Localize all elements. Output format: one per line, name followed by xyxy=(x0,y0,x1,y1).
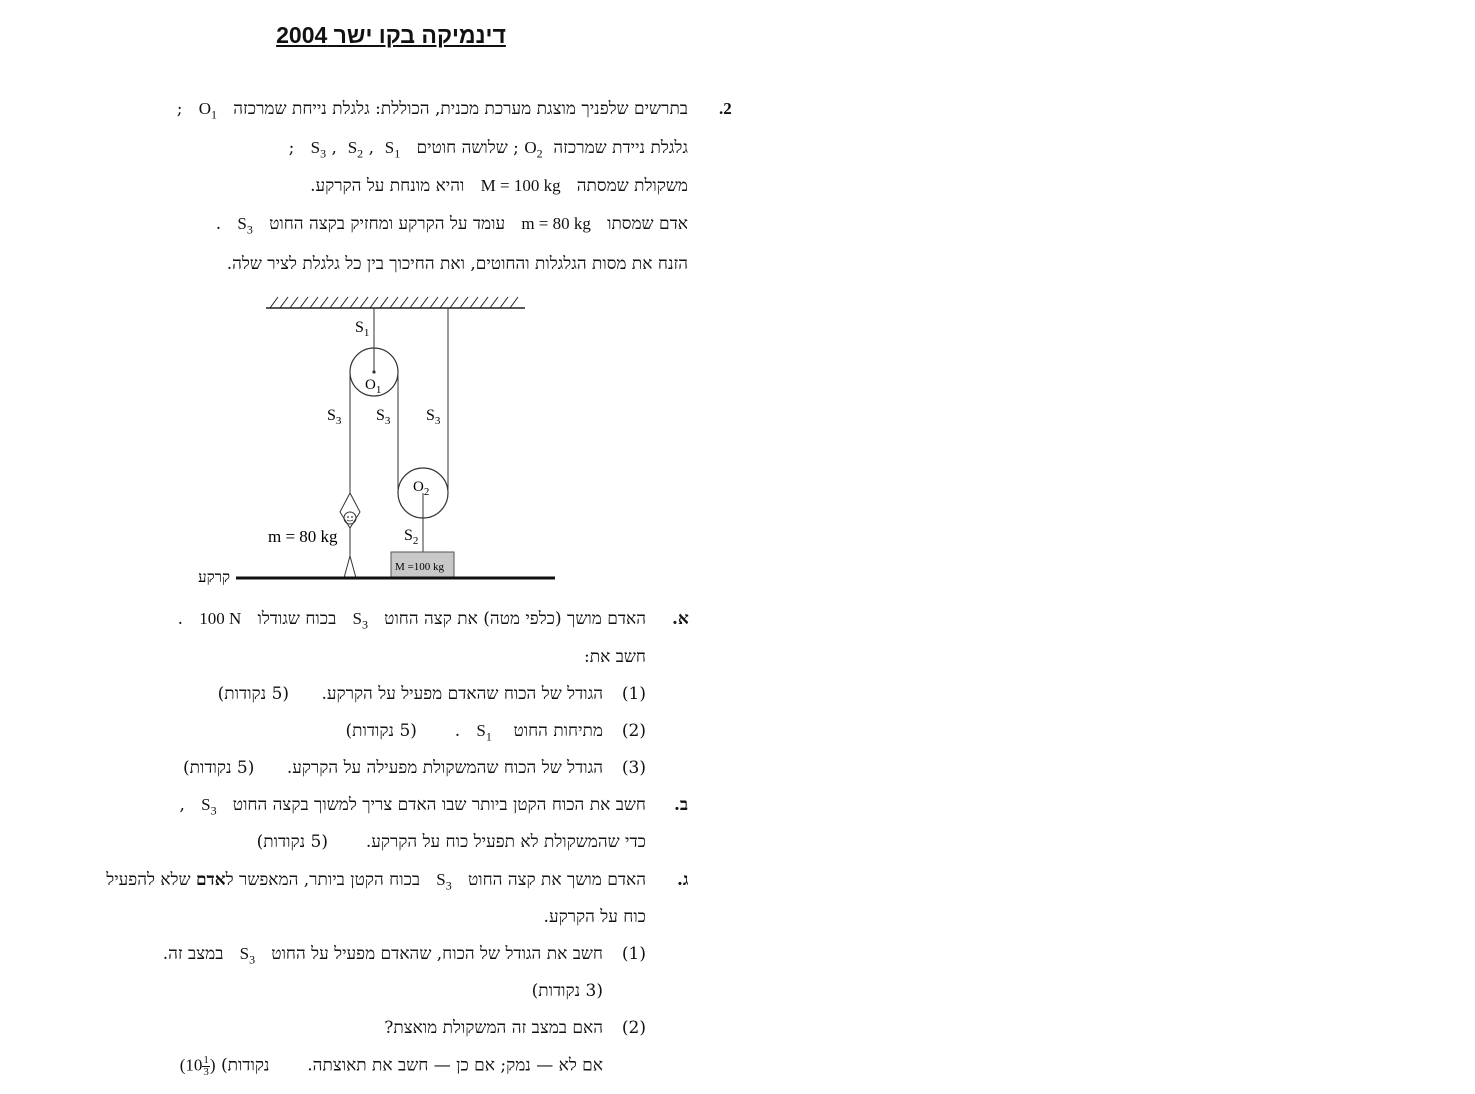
intro-line-2 xyxy=(289,138,688,161)
symbol-o2: $O_2$ xyxy=(524,138,543,161)
part-a-item-3-number: (3) xyxy=(621,758,646,778)
part-b-line-2 xyxy=(257,832,646,852)
force-value: 100 N xyxy=(199,609,242,628)
symbol-s2: $S_2$ xyxy=(347,138,364,161)
intro-text-7: עומד על הקרקע ומחזיק בקצה החוט xyxy=(269,214,506,234)
part-c-line-1 xyxy=(106,870,646,893)
intro-text-3: ; שלושה חוטים xyxy=(416,138,519,158)
part-c-item-2-line-2 xyxy=(180,1055,603,1078)
symbol-s3: $S_3$ xyxy=(310,138,327,161)
comma: , xyxy=(331,138,337,158)
part-c-bold-word: אדם xyxy=(195,870,226,890)
period: . xyxy=(454,721,461,741)
part-a-text: האדם מושך (כלפי מטה) את קצה החוט xyxy=(384,609,646,629)
item-text-2: במצב זה. xyxy=(162,944,224,964)
item-text: הגודל של הכוח שהאדם מפעיל על הקרקע. xyxy=(321,684,603,704)
label-s3-middle: $S_3$ xyxy=(376,407,391,427)
part-c-item-1-points: (3 נקודות) xyxy=(531,981,603,1001)
intro-text-5: והיא מונחת על הקרקע. xyxy=(310,176,465,196)
points-fraction: (10 $\frac{1}{3}$ ) xyxy=(179,1054,216,1078)
part-a-line-1 xyxy=(178,609,646,632)
intro-text-4: משקולת שמסתה xyxy=(576,176,688,196)
item-points: (5 נקודות) xyxy=(345,721,417,741)
item-text: מתיחות החוט xyxy=(513,721,603,741)
symbol-s3: $S_3$ xyxy=(352,609,368,632)
item-points: (5 נקודות) xyxy=(183,758,255,778)
part-b-points: (5 נקודות) xyxy=(256,832,328,852)
pulley-center-o1 xyxy=(372,370,375,373)
semicolon: ; xyxy=(176,99,183,119)
mass-weight-value: M = 100 kg xyxy=(480,176,561,195)
label-o2: $O_2$ xyxy=(413,479,430,498)
intro-line-5: הזנח את מסות הגלגלות והחוטים, ואת החיכוך בין כל גלגלת לציר שלה. xyxy=(226,254,688,274)
part-b-line-1 xyxy=(179,795,646,818)
symbol-s3: $S_3$ xyxy=(201,795,217,818)
item-points: (5 נקודות) xyxy=(217,684,290,704)
points-word: נקודות) xyxy=(220,1055,270,1076)
part-c-letter: ג. xyxy=(677,870,689,890)
comma: , xyxy=(179,795,185,815)
part-b-text: חשב את הכוח הקטן ביותר שבו האדם צריך למשוך בקצה החוט xyxy=(232,795,646,815)
part-c-item-1 xyxy=(163,944,603,967)
item-text: הגודל של הכוח שהמשקולת מפעילה על הקרקע. xyxy=(286,758,603,778)
part-b-text-2: כדי שהמשקולת לא תפעיל כוח על הקרקע. xyxy=(365,832,646,852)
part-a-text-b: בכוח שגודלו xyxy=(257,609,337,629)
intro-text-6: אדם שמסתו xyxy=(607,214,688,234)
part-b-letter: ב. xyxy=(674,795,689,815)
semicolon: ; xyxy=(288,138,295,158)
label-ground: קרקע xyxy=(198,570,230,586)
part-a-item-1 xyxy=(218,684,603,704)
intro-text-2: גלגלת ניידת שמרכזה xyxy=(553,138,688,158)
item-text-2: אם לא — נמק; אם כן — חשב את תאוצתה. xyxy=(307,1055,603,1076)
intro-line-1 xyxy=(177,99,688,122)
label-man-mass: m = 80 kg xyxy=(268,527,338,546)
symbol-s3: $S_3$ xyxy=(436,870,452,893)
part-a-item-1-number: (1) xyxy=(621,684,646,704)
part-c-item-1-number: (1) xyxy=(621,944,646,964)
part-c-item-2: האם במצב זה המשקולת מואצת? xyxy=(384,1018,603,1038)
intro-line-3 xyxy=(310,176,688,196)
part-a-line-2: חשב את: xyxy=(584,647,646,667)
intro-line-4 xyxy=(216,214,688,237)
part-c-item-2-number: (2) xyxy=(621,1018,646,1038)
part-a-item-3 xyxy=(183,758,603,778)
label-o1: $O_1$ xyxy=(365,377,382,396)
part-c-line-2: כוח על הקרקע. xyxy=(543,907,646,927)
label-s1: $S_1$ xyxy=(355,319,370,339)
symbol-s3: $S_3$ xyxy=(237,214,253,237)
symbol-s1: $S_1$ xyxy=(384,138,401,161)
symbol-s3: $S_3$ xyxy=(239,944,256,967)
label-s3-left: $S_3$ xyxy=(327,407,342,427)
comma: , xyxy=(368,138,374,158)
part-a-letter: א. xyxy=(672,609,689,629)
part-c-text-b: בכוח הקטן ביותר, המאפשר ל xyxy=(225,870,421,890)
part-c-text-a: האדם מושך את קצה החוט xyxy=(467,870,646,890)
ceiling-hatching xyxy=(270,297,518,308)
man-figure xyxy=(340,493,360,578)
intro-text-1: בתרשים שלפניך מוצגת מערכת מכנית, הכוללת: גלגלת נייחת שמרכזה xyxy=(233,99,688,119)
part-c-text-c: שלא להפעיל xyxy=(106,870,196,890)
part-a-item-2 xyxy=(346,721,603,744)
label-weight-mass: M =100 kg xyxy=(395,561,444,573)
pulley-diagram xyxy=(180,290,570,590)
label-s2: $S_2$ xyxy=(404,527,419,547)
period: . xyxy=(177,609,183,629)
page-title: דינמיקה בקו ישר 2004 xyxy=(276,22,506,48)
mass-man-value: m = 80 kg xyxy=(521,214,591,233)
part-a-item-2-number: (2) xyxy=(621,721,646,741)
item-text: חשב את הגודל של הכוח, שהאדם מפעיל על החוט xyxy=(271,944,603,964)
symbol-o1: $O_1$ xyxy=(198,99,218,122)
question-number: .2 xyxy=(719,99,732,118)
symbol-s1: $S_1$ xyxy=(476,721,492,744)
period: . xyxy=(215,214,222,234)
label-s3-right: $S_3$ xyxy=(426,407,441,427)
